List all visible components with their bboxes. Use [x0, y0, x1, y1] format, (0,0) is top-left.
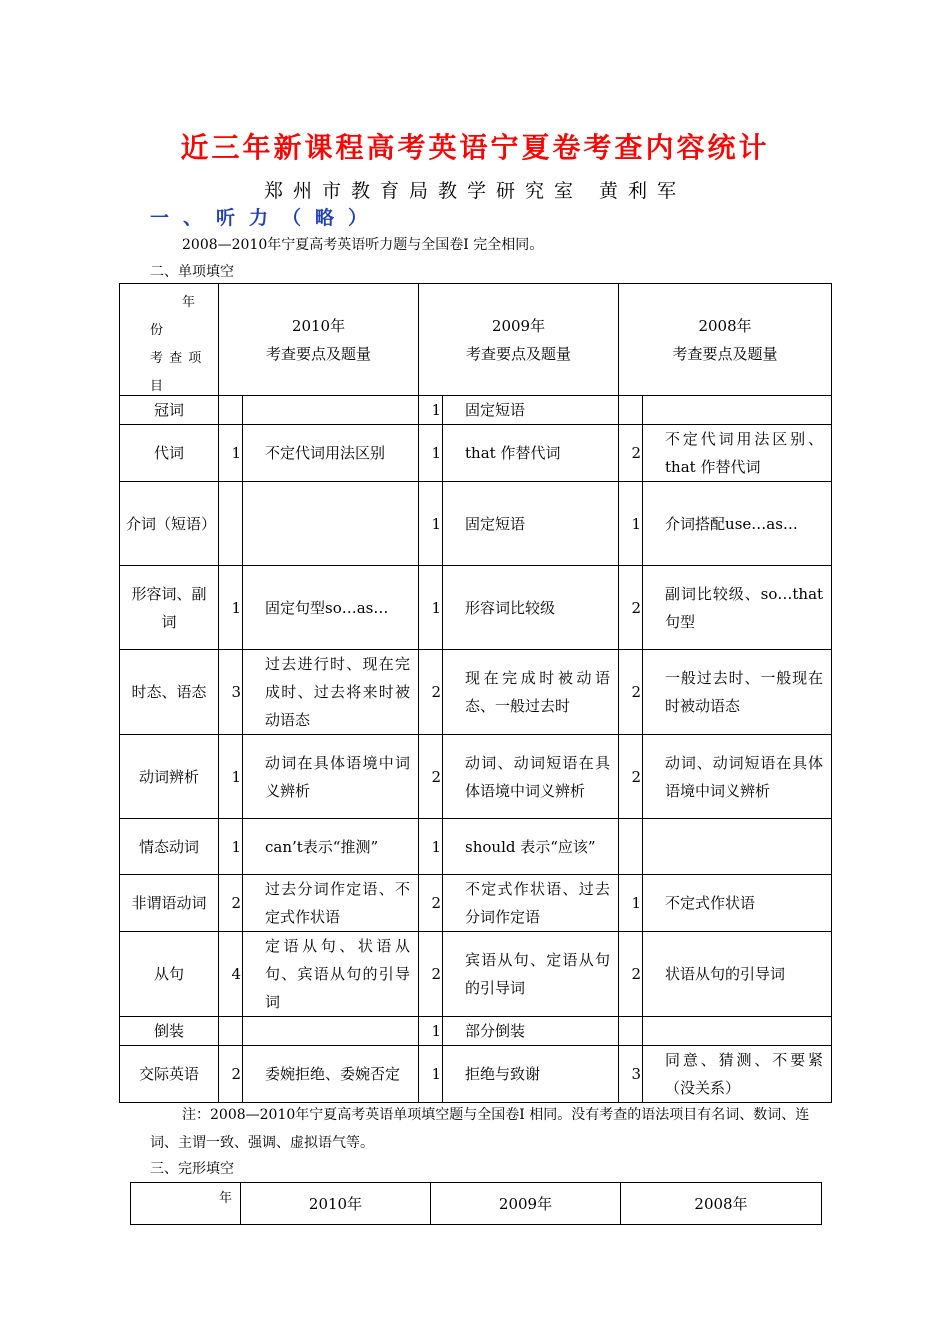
category-cell: 倒装	[120, 1017, 219, 1046]
points-2010-cell: 不定代词用法区别	[243, 425, 419, 482]
category-cell: 冠词	[120, 396, 219, 425]
category-cell: 非谓语动词	[120, 875, 219, 932]
count-2010-cell: 3	[219, 650, 243, 735]
count-2009-cell: 1	[419, 566, 443, 650]
points-2009-cell: 不定式作状语、过去分词作定语	[443, 875, 619, 932]
table-row	[120, 1046, 832, 1103]
count-2009-cell: 1	[419, 425, 443, 482]
category-cell: 交际英语	[120, 1046, 219, 1103]
count-2010-cell	[219, 396, 243, 425]
points-2009-cell: 部分倒装	[443, 1017, 619, 1046]
count-2009-cell: 2	[419, 650, 443, 735]
count-2008-cell: 2	[619, 932, 643, 1017]
count-2010-cell	[219, 482, 243, 566]
category-cell: 时态、语态	[120, 650, 219, 735]
table-row	[120, 566, 832, 650]
corner-mu-label: 目	[150, 378, 164, 394]
table-row	[120, 932, 832, 1017]
corner-cell	[131, 1183, 241, 1225]
corner-item-label: 考 查 项	[150, 350, 202, 366]
category-cell: 情态动词	[120, 819, 219, 875]
cloze-table	[130, 1182, 822, 1225]
count-2008-cell	[619, 1017, 643, 1046]
points-2009-cell: 动词、动词短语在具体语境中词义辨析	[443, 735, 619, 819]
points-2008-cell	[643, 1017, 832, 1046]
points-2010-cell: 过去进行时、现在完成时、过去将来时被动语态	[243, 650, 419, 735]
points-2010-cell: 定语从句、状语从句、宾语从句的引导词	[243, 932, 419, 1017]
count-2010-cell: 4	[219, 932, 243, 1017]
points-2009-cell: 形容词比较级	[443, 566, 619, 650]
listening-paragraph: 2008—2010年宁夏高考英语听力题与全国卷I 完全相同。	[182, 237, 544, 253]
table-row	[120, 735, 832, 819]
corner-year-label: 年	[219, 1191, 233, 1206]
count-2010-cell: 1	[219, 566, 243, 650]
count-2008-cell: 3	[619, 1046, 643, 1103]
year-header-2008: 2008年 考查要点及题量	[619, 284, 832, 396]
table-row	[120, 875, 832, 932]
count-2008-cell	[619, 396, 643, 425]
points-2008-cell: 状语从句的引导词	[643, 932, 832, 1017]
count-2010-cell: 2	[219, 875, 243, 932]
count-2008-cell: 1	[619, 875, 643, 932]
category-cell: 介词（短语）	[120, 482, 219, 566]
table-header-row	[131, 1183, 822, 1225]
points-2009-cell: that 作替代词	[443, 425, 619, 482]
category-cell: 形容词、副词	[120, 566, 219, 650]
count-2009-cell: 2	[419, 735, 443, 819]
points-2008-cell: 副词比较级、so…that 句型	[643, 566, 832, 650]
table-row	[120, 396, 832, 425]
points-2010-cell: 动词在具体语境中词义辨析	[243, 735, 419, 819]
table-note: 注：2008—2010年宁夏高考英语单项填空题与全国卷I 相同。没有考查的语法项目有名词、数词、连词、主谓一致、强调、虚拟语气等。	[150, 1107, 810, 1151]
category-cell: 从句	[120, 932, 219, 1017]
corner-cell	[120, 284, 219, 396]
points-2010-cell	[243, 482, 419, 566]
table-row	[120, 1017, 832, 1046]
count-2009-cell: 1	[419, 1046, 443, 1103]
count-2009-cell: 2	[419, 932, 443, 1017]
points-2008-cell: 不定式作状语	[643, 875, 832, 932]
points-2010-cell	[243, 1017, 419, 1046]
points-2010-cell: can’t表示“推测”	[243, 819, 419, 875]
points-2008-cell: 一般过去时、一般现在时被动语态	[643, 650, 832, 735]
category-cell: 代词	[120, 425, 219, 482]
count-2010-cell: 2	[219, 1046, 243, 1103]
points-2010-cell: 过去分词作定语、不定式作状语	[243, 875, 419, 932]
corner-year-label: 年	[182, 294, 196, 310]
table-row	[120, 650, 832, 735]
count-2010-cell: 1	[219, 819, 243, 875]
points-2010-cell	[243, 396, 419, 425]
section-single-choice-heading: 二、单项填空	[150, 264, 234, 280]
points-2008-cell: 介词搭配use…as…	[643, 482, 832, 566]
section-listening-heading: 一、听力（略）	[150, 207, 382, 229]
points-2009-cell: 固定短语	[443, 396, 619, 425]
year-header-2010: 2010年 考查要点及题量	[219, 284, 419, 396]
points-2008-cell: 不定代词用法区别、that 作替代词	[643, 425, 832, 482]
year-header-2009: 2009年	[431, 1183, 621, 1225]
points-2008-cell: 同意、猜测、不要紧（没关系）	[643, 1046, 832, 1103]
table-row	[120, 482, 832, 566]
count-2008-cell	[619, 819, 643, 875]
year-header-2009: 2009年 考查要点及题量	[419, 284, 619, 396]
points-2008-cell	[643, 396, 832, 425]
corner-fen-label: 份	[150, 322, 164, 338]
section-cloze-heading: 三、完形填空	[150, 1161, 234, 1177]
author-line: 郑州市教育局教学研究室 黄利军	[263, 180, 687, 202]
count-2009-cell: 2	[419, 875, 443, 932]
count-2009-cell: 1	[419, 1017, 443, 1046]
count-2008-cell: 1	[619, 482, 643, 566]
table-row	[120, 819, 832, 875]
count-2009-cell: 1	[419, 819, 443, 875]
count-2008-cell: 2	[619, 650, 643, 735]
points-2010-cell: 委婉拒绝、委婉否定	[243, 1046, 419, 1103]
count-2010-cell: 1	[219, 735, 243, 819]
document-title: 近三年新课程高考英语宁夏卷考查内容统计	[180, 131, 770, 164]
count-2010-cell	[219, 1017, 243, 1046]
year-header-2010: 2010年	[241, 1183, 431, 1225]
count-2008-cell: 2	[619, 566, 643, 650]
table-row	[120, 425, 832, 482]
points-2009-cell: 拒绝与致谢	[443, 1046, 619, 1103]
count-2008-cell: 2	[619, 735, 643, 819]
category-cell: 动词辨析	[120, 735, 219, 819]
points-2009-cell: should 表示“应该”	[443, 819, 619, 875]
count-2008-cell: 2	[619, 425, 643, 482]
year-header-2008: 2008年	[621, 1183, 822, 1225]
count-2010-cell: 1	[219, 425, 243, 482]
single-choice-table	[119, 283, 832, 1103]
points-2009-cell: 宾语从句、定语从句的引导词	[443, 932, 619, 1017]
points-2010-cell: 固定句型so…as…	[243, 566, 419, 650]
table-header-row	[120, 284, 832, 396]
points-2008-cell: 动词、动词短语在具体语境中词义辨析	[643, 735, 832, 819]
points-2009-cell: 现在完成时被动语态、一般过去时	[443, 650, 619, 735]
points-2009-cell: 固定短语	[443, 482, 619, 566]
points-2008-cell	[643, 819, 832, 875]
count-2009-cell: 1	[419, 396, 443, 425]
count-2009-cell: 1	[419, 482, 443, 566]
